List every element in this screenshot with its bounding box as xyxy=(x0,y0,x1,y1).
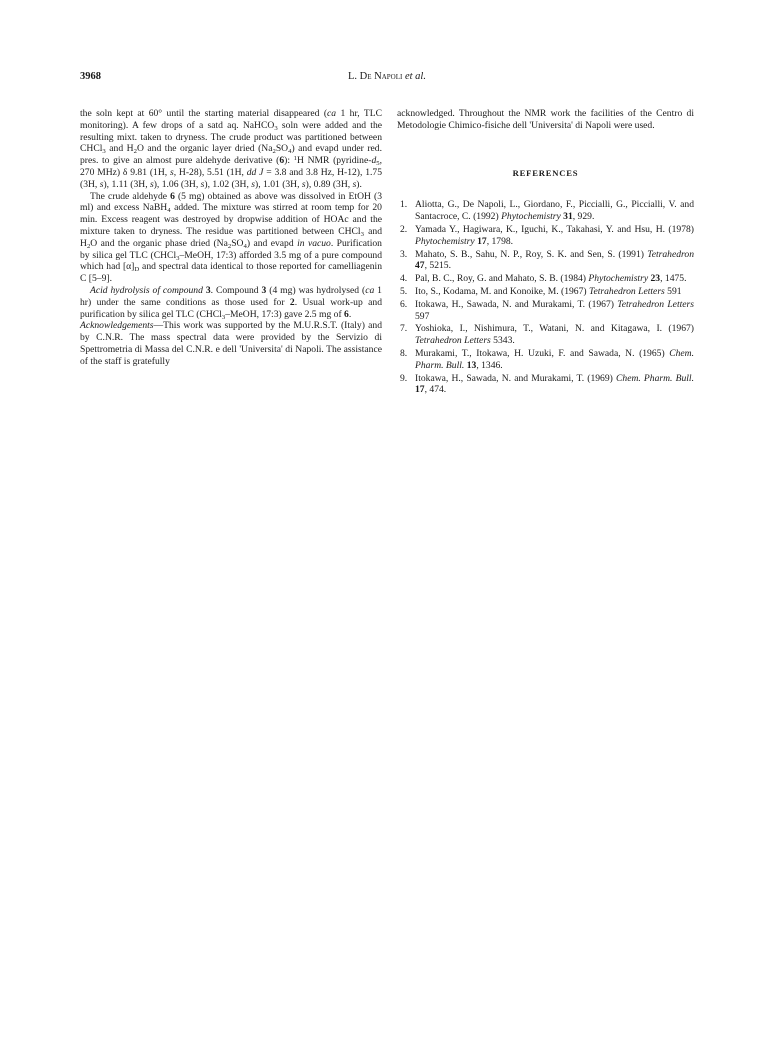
paragraph-acid-hydrolysis: Acid hydrolysis of compound 3. Compound 3 (4 mg) was hydrolysed (ca 1 hr) under the same conditions as those used for 2. Usual work-up and purification by silica gel TLC (CHCl$_3$–MeOH, 17:3) gave 2.5 mg of 6. xyxy=(80,284,382,321)
acknowledgements-continued: acknowledged. Throughout the NMR work the facilities of the Centro di Metodologie Chimico-fisiche dell 'Universita' di Napoli were used. xyxy=(397,108,694,131)
references-heading: REFERENCES xyxy=(512,167,579,178)
author-name: De Napoli xyxy=(359,71,403,82)
paragraph-aldehyde-prep: the soln kept at 60° until the starting material disappeared (ca 1 hr, TLC monitoring). A few drops of a satd aq. NaHCO$_3$ soln were added and the resulting mixt. taken to dryness. The crude product was partitioned between CHCl$_3$ and $H_2O$ and the organic layer dried $(Na_2SO_4)$ and evapd under red. pres. to give an almost pure aldehyde derivative (6): $^1$H NMR ($pyridine-d_5$, 270 MHz) δ 9.81 (1H, s, H-28), 5.51 (1H, dd J = 3.8 and 3.8 Hz, H-12), 1.75 (3H, s), 1.11 (3H, s), 1.06 (3H, s), 1.02 (3H, s), 1.01 (3H, s), 0.89 (3H, s). xyxy=(80,108,382,190)
left-column xyxy=(80,108,382,368)
right-column xyxy=(397,108,694,397)
reference-item: 6. Itokawa, H., Sawada, N. and Murakami, T. (1967) Tetrahedron Letters 597 xyxy=(400,298,694,322)
page-header xyxy=(80,71,694,87)
et-al: et al. xyxy=(402,71,426,82)
reference-list xyxy=(397,199,694,396)
running-title xyxy=(80,71,694,82)
reference-item: 2. Yamada Y., Hagiwara, K., Iguchi, K., Takahasi, Y. and Hsu, H. (1978) Phytochemistry 17, 1798. xyxy=(400,223,694,247)
acknowledgements: Acknowledgements—This work was supported by the M.U.R.S.T. (Italy) and by C.N.R. The mass spectral data were provided by the Servizio di Spettrometria di Massa del C.N.R. e dell 'Universita' di Napoli. The assistance of the staff is gratefully xyxy=(80,320,382,367)
paragraph-reduction: The crude aldehyde 6 (5 mg) obtained as above was dissolved in EtOH (3 ml) and excess NaBH$_4$ added. The mixture was stirred at room temp for 20 min. Excess reagent was destroyed by dropwise addition of HOAc and the mixture taken to dryness. The residue was partitioned between CHCl$_3$ and $H_2O$ and the organic phase dried $(Na_2SO_4)$ and evapd in vacuo. Purification by silica gel TLC (CHCl$_3$–MeOH, 17:3) afforded 3.5 mg of a pure compound which had $[\alpha]_D$ and spectral data identical to those reported for camelliagenin C [5–9]. xyxy=(80,190,383,285)
reference-item: 7. Yoshioka, I., Nishimura, T., Watani, N. and Kitagawa, I. (1967) Tetrahedron Letters 5343. xyxy=(400,323,694,347)
page-number: 3968 xyxy=(80,71,101,82)
reference-item: 5. Ito, S., Kodama, M. and Konoike, M. (1967) Tetrahedron Letters 591 xyxy=(400,285,682,297)
reference-item: 1. Aliotta, G., De Napoli, L., Giordano, F., Piccialli, G., Piccialli, V. and Santacroce, C. (1992) Phytochemistry 31, 929. xyxy=(400,199,694,223)
reference-item: 4. Pal, B. C., Roy, G. and Mahato, S. B. (1984) Phytochemistry 23, 1475. xyxy=(400,273,687,285)
author-initial: L. xyxy=(348,71,360,82)
reference-item: 9. Itokawa, H., Sawada, N. and Murakami, T. (1969) Chem. Pharm. Bull. 17, 474. xyxy=(400,372,694,396)
reference-item: 3. Mahato, S. B., Sahu, N. P., Roy, S. K. and Sen, S. (1991) Tetrahedron 47, 5215. xyxy=(400,248,694,272)
reference-item: 8. Murakami, T., Itokawa, H. Uzuki, F. and Sawada, N. (1965) Chem. Pharm. Bull. 13, 1346. xyxy=(400,347,694,371)
